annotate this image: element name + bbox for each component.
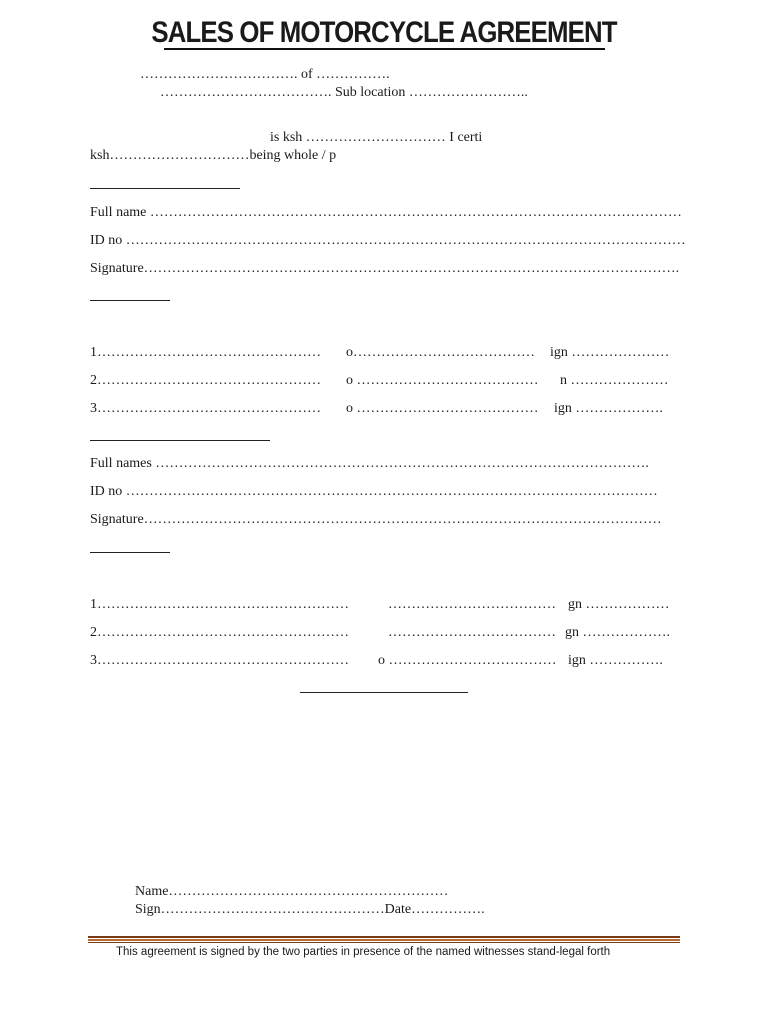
official-sign-date: Sign…………………………………………Date……………. bbox=[135, 902, 485, 917]
buyer-witness-2-sign: gn ………………. bbox=[565, 625, 670, 640]
buyer-witness-2-mid: ……………………………… bbox=[388, 625, 556, 640]
buyer-witness-3-name: 3……………………………………………… bbox=[90, 653, 349, 668]
seller-witness-3-name: 3………………………………………… bbox=[90, 401, 321, 416]
buyer-full-names: Full names ……………………………………………………………………………………………. bbox=[90, 456, 649, 471]
footer-rule-top bbox=[88, 936, 680, 938]
seller-heading-rule bbox=[90, 188, 240, 189]
footer-rule-middle bbox=[88, 939, 680, 941]
buyer-witness-3-sign: ign ……………. bbox=[568, 653, 663, 668]
seller-witness-heading-rule bbox=[90, 300, 170, 301]
footer-rule-bottom bbox=[88, 942, 680, 943]
seller-witness-1-mid: o………………………………… bbox=[346, 345, 535, 360]
seller-witness-2-name: 2………………………………………… bbox=[90, 373, 321, 388]
seller-witness-3-sign: ign ………………. bbox=[554, 401, 663, 416]
document-title: SALES OF MOTORCYCLE AGREEMENT bbox=[151, 16, 617, 49]
official-name: Name…………………………………………………… bbox=[135, 884, 449, 899]
intro-line-4: ksh…………………………being whole / p bbox=[90, 148, 337, 163]
seller-witness-2-mid: o ………………………………… bbox=[346, 373, 539, 388]
intro-line-2: ………………………………. Sub location …………………….. bbox=[160, 85, 528, 100]
seller-full-name: Full name …………………………………………………………………………………………………… bbox=[90, 205, 682, 220]
seller-witness-3-mid: o ………………………………… bbox=[346, 401, 539, 416]
intro-line-3: is ksh ………………………… I certi bbox=[270, 130, 483, 145]
buyer-witness-1-name: 1……………………………………………… bbox=[90, 597, 349, 612]
buyer-witness-1-mid: ……………………………… bbox=[388, 597, 556, 612]
buyer-heading-rule bbox=[90, 440, 270, 441]
seller-witness-2-sign: n ………………… bbox=[560, 373, 669, 388]
footer-note: This agreement is signed by the two parties in presence of the named witnesses stand-legal forth bbox=[116, 946, 611, 958]
buyer-witness-heading-rule bbox=[90, 552, 170, 553]
seller-witness-1-name: 1………………………………………… bbox=[90, 345, 321, 360]
title-underline bbox=[164, 48, 605, 50]
buyer-signature: Signature………………………………………………………………………………………………… bbox=[90, 512, 662, 527]
intro-line-1: ……………………………. of ……………. bbox=[140, 67, 390, 82]
buyer-witness-2-name: 2……………………………………………… bbox=[90, 625, 349, 640]
buyer-witness-3-mid: o ……………………………… bbox=[378, 653, 557, 668]
buyer-id-no: ID no …………………………………………………………………………………………………… bbox=[90, 484, 658, 499]
buyer-witness-1-sign: gn ……………… bbox=[568, 597, 670, 612]
seller-signature: Signature……………………………………………………………………………………………………. bbox=[90, 261, 680, 276]
seller-id-no: ID no ………………………………………………………………………………………………………… bbox=[90, 233, 686, 248]
seller-witness-1-sign: ign ………………… bbox=[550, 345, 670, 360]
official-heading-rule bbox=[300, 692, 468, 693]
